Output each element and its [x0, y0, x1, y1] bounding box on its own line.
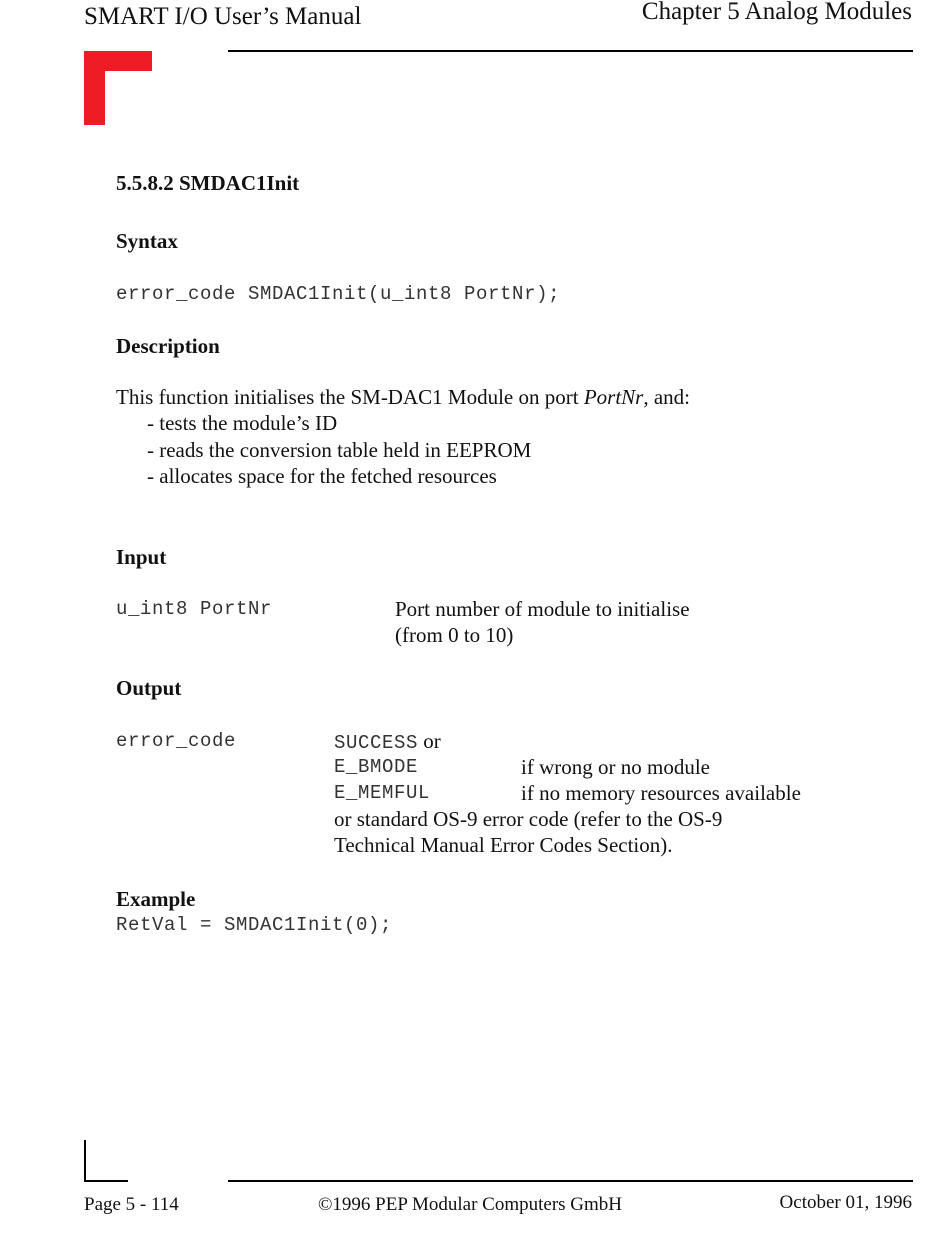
input-description-line1: Port number of module to initialise: [395, 597, 690, 621]
output-note-line1: or standard OS-9 error code (refer to the OS-9: [334, 807, 723, 831]
chapter-title: Chapter 5 Analog Modules: [641, 0, 912, 25]
copyright: ©1996 PEP Modular Computers GmbH: [318, 1194, 623, 1215]
output-note-line2: Technical Manual Error Codes Section).: [334, 833, 673, 857]
description-param: PortNr: [583, 385, 644, 409]
section-title: 5.5.8.2 SMDAC1Init: [116, 171, 300, 195]
error-desc-bmode: if wrong or no module: [521, 755, 710, 779]
syntax-code: error_code SMDAC1Init(u_int8 PortNr);: [116, 283, 561, 305]
footer-corner-mark-vertical: [84, 1140, 86, 1182]
input-heading: Input: [116, 545, 167, 569]
error-code-memful: E_MEMFUL: [334, 782, 431, 804]
example-heading: Example: [116, 887, 196, 911]
error-desc-memful: if no memory resources available: [521, 781, 801, 805]
manual-title: SMART I/O User’s Manual: [84, 3, 362, 30]
list-item: - reads the conversion table held in EEPROM: [147, 438, 532, 462]
footer-rule: [228, 1180, 913, 1182]
description-heading: Description: [116, 334, 220, 358]
description-text: This function initialises the SM-DAC1 Module on port PortNr, and:: [116, 385, 690, 409]
document-date: October 01, 1996: [779, 1192, 912, 1213]
syntax-heading: Syntax: [116, 229, 178, 253]
output-success-line: SUCCESS or: [334, 729, 441, 754]
header-rule: [228, 50, 913, 52]
output-heading: Output: [116, 676, 182, 700]
error-code-bmode: E_BMODE: [334, 756, 419, 778]
footer-corner-mark-horizontal: [84, 1180, 128, 1182]
red-corner-mark-vertical: [84, 51, 105, 125]
output-param: error_code: [116, 730, 237, 752]
page-number: Page 5 - 114: [84, 1194, 179, 1215]
list-item: - allocates space for the fetched resources: [147, 464, 497, 488]
input-description-line2: (from 0 to 10): [395, 623, 514, 647]
input-param: u_int8 PortNr: [116, 598, 273, 620]
list-item: - tests the module’s ID: [147, 411, 338, 435]
example-code: RetVal = SMDAC1Init(0);: [116, 914, 393, 936]
output-success-code: SUCCESS: [334, 732, 419, 754]
